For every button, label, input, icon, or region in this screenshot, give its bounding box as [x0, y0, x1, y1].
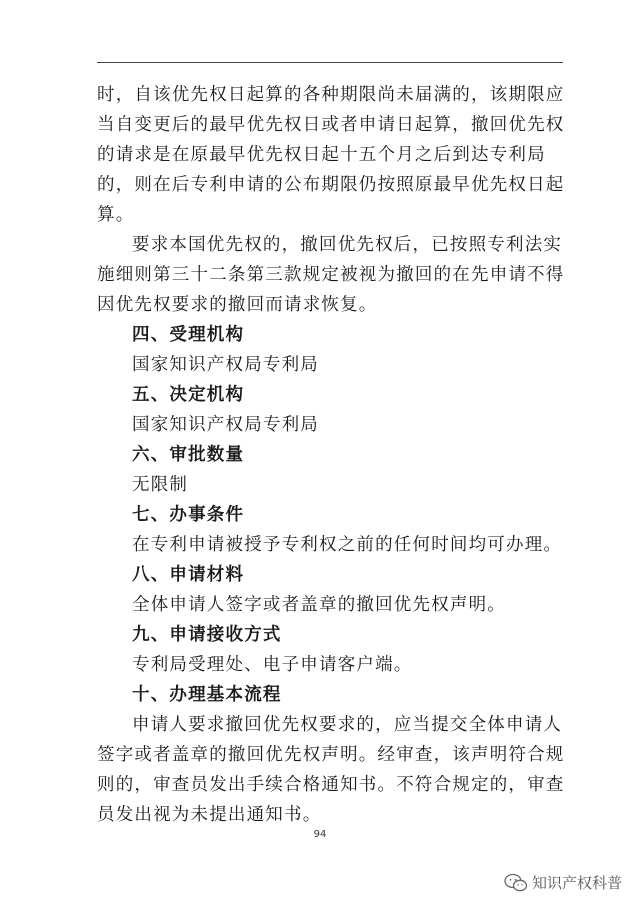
- section-body-conditions: 在专利申请被授予专利权之前的任何时间均可办理。: [132, 535, 563, 555]
- wechat-icon: [504, 873, 528, 893]
- watermark: [504, 872, 622, 893]
- section-heading-decision-authority: 五、决定机构: [132, 385, 245, 405]
- document-page: [97, 80, 567, 830]
- paragraph-domestic-priority: 要求本国优先权的，撤回优先权后，已按照专利法实施细则第三十二条第三款规定被视为撤回的在先申请不得因优先权要求的撤回而请求恢复。: [97, 235, 565, 315]
- section-body-decision-authority: 国家知识产权局专利局: [132, 415, 319, 435]
- page-number: 94: [313, 829, 327, 840]
- section-heading-procedure: 十、办理基本流程: [132, 685, 282, 705]
- watermark-label: 知识产权科普: [531, 874, 622, 892]
- section-body-procedure: 申请人要求撤回优先权要求的，应当提交全体申请人签字或者盖章的撤回优先权声明。经审查，该声明符合规则的，审查员发出手续合格通知书。不符合规定的，审查员发出视为未提出通知书。: [97, 715, 565, 825]
- header-rule: [97, 62, 563, 63]
- section-body-submission-method: 专利局受理处、电子申请客户端。: [132, 655, 413, 675]
- section-body-approval-quantity: 无限制: [132, 475, 189, 495]
- section-heading-materials: 八、申请材料: [132, 565, 245, 585]
- section-body-materials: 全体申请人签字或者盖章的撤回优先权声明。: [132, 595, 506, 615]
- paragraph-continuation: 时，自该优先权日起算的各种期限尚未届满的，该期限应当自变更后的最早优先权日或者申请日起算，撤回优先权的请求是在原最早优先权日起十五个月之后到达专利局的，则在后专利申请的公布期限仍按照原最早优先权日起算。: [97, 85, 565, 225]
- section-body-acceptance-authority: 国家知识产权局专利局: [132, 355, 319, 375]
- section-heading-approval-quantity: 六、审批数量: [132, 445, 245, 465]
- section-heading-conditions: 七、办事条件: [132, 505, 245, 525]
- section-heading-submission-method: 九、申请接收方式: [132, 625, 282, 645]
- section-heading-acceptance-authority: 四、受理机构: [132, 325, 245, 345]
